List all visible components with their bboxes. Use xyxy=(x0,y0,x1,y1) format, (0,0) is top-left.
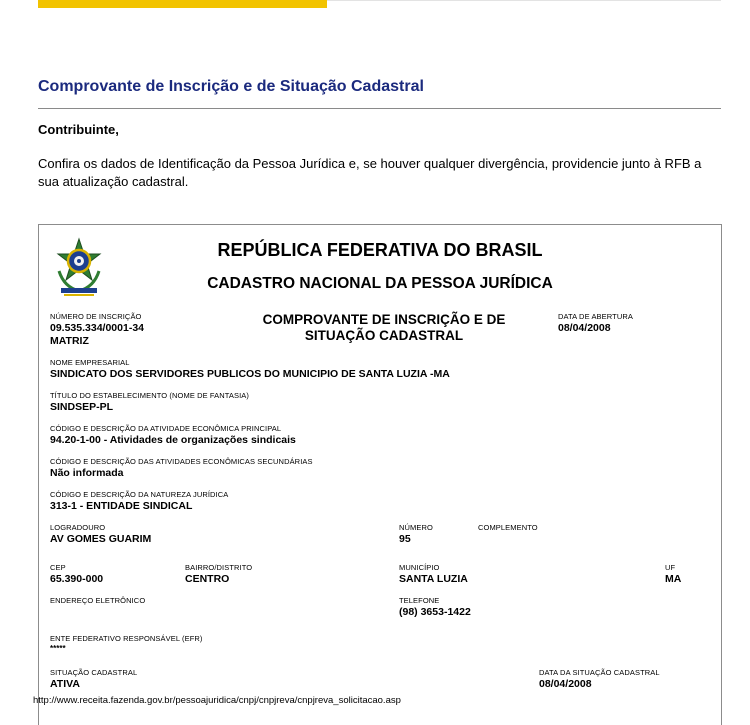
cnpj-certificate-card xyxy=(38,224,722,725)
natureza-juridica-label: CÓDIGO E DESCRIÇÃO DA NATUREZA JURÍDICA xyxy=(50,490,229,499)
logradouro-label: LOGRADOURO xyxy=(50,523,106,532)
numero-inscricao-value: 09.535.334/0001-34 xyxy=(50,322,145,334)
efr-label: ENTE FEDERATIVO RESPONSÁVEL (EFR) xyxy=(50,634,203,643)
top-accent-bar xyxy=(38,0,327,8)
bairro-label: BAIRRO/DISTRITO xyxy=(185,563,253,572)
endereco-eletronico-label: ENDEREÇO ELETRÔNICO xyxy=(50,596,146,605)
data-situacao-value: 08/04/2008 xyxy=(539,678,592,690)
greeting-text: Contribuinte, xyxy=(38,122,119,137)
data-situacao-label: DATA DA SITUAÇÃO CADASTRAL xyxy=(539,668,660,677)
top-divider xyxy=(327,0,721,1)
logradouro-value: AV GOMES GUARIM xyxy=(50,533,152,545)
atividade-principal-value: 94.20-1-00 - Atividades de organizações sindicais xyxy=(50,434,296,446)
cep-value: 65.390-000 xyxy=(50,573,104,585)
header-comprovante-line1: COMPROVANTE DE INSCRIÇÃO E DE xyxy=(262,312,506,327)
atividades-secundarias-value: Não informada xyxy=(50,467,124,479)
natureza-juridica-value: 313-1 - ENTIDADE SINDICAL xyxy=(50,500,193,512)
uf-label: UF xyxy=(665,563,676,572)
data-abertura-label: DATA DE ABERTURA xyxy=(558,312,633,321)
numero-label: NÚMERO xyxy=(399,523,433,532)
nome-empresarial-label: NOME EMPRESARIAL xyxy=(50,358,130,367)
titulo-estabelecimento-value: SINDSEP-PL xyxy=(50,401,114,413)
nome-empresarial-value: SINDICATO DOS SERVIDORES PUBLICOS DO MUNICIPIO DE SANTA LUZIA -MA xyxy=(50,368,450,380)
atividades-secundarias-label: CÓDIGO E DESCRIÇÃO DAS ATIVIDADES ECONÔMICAS SECUNDÁRIAS xyxy=(50,457,313,466)
header-comprovante xyxy=(234,312,534,344)
header-republica: REPÚBLICA FEDERATIVA DO BRASIL xyxy=(217,240,543,260)
situacao-cadastral-label: SITUAÇÃO CADASTRAL xyxy=(50,668,138,677)
municipio-value: SANTA LUZIA xyxy=(399,573,468,585)
header-comprovante-line2: SITUAÇÃO CADASTRAL xyxy=(304,328,464,343)
page-title: Comprovante de Inscrição e de Situação Cadastral xyxy=(38,78,424,95)
tipo-estabelecimento-value: MATRIZ xyxy=(50,335,89,347)
footer-url: http://www.receita.fazenda.gov.br/pessoajuridica/cnpj/cnpjreva/cnpjreva_solicitacao.asp xyxy=(33,695,401,706)
numero-value: 95 xyxy=(399,533,411,545)
complemento-label: COMPLEMENTO xyxy=(478,523,538,532)
atividade-principal-label: CÓDIGO E DESCRIÇÃO DA ATIVIDADE ECONÔMICA PRINCIPAL xyxy=(50,424,282,433)
titulo-estabelecimento-label: TÍTULO DO ESTABELECIMENTO (NOME DE FANTASIA) xyxy=(50,391,250,400)
situacao-cadastral-value: ATIVA xyxy=(50,678,80,690)
municipio-label: MUNICÍPIO xyxy=(399,563,440,572)
data-abertura-value: 08/04/2008 xyxy=(558,322,611,334)
uf-value: MA xyxy=(665,573,682,585)
intro-text: Confira os dados de Identificação da Pessoa Jurídica e, se houver qualquer divergência, providencie junto à RFB a sua atualização cadastral. xyxy=(38,156,702,189)
title-divider xyxy=(38,108,721,109)
efr-value: ***** xyxy=(50,644,66,653)
bairro-value: CENTRO xyxy=(185,573,230,585)
telefone-label: TELEFONE xyxy=(399,596,440,605)
numero-inscricao-label: NÚMERO DE INSCRIÇÃO xyxy=(50,312,142,321)
telefone-value: (98) 3653-1422 xyxy=(399,606,471,618)
header-cadastro: CADASTRO NACIONAL DA PESSOA JURÍDICA xyxy=(207,275,553,292)
cep-label: CEP xyxy=(50,563,66,572)
